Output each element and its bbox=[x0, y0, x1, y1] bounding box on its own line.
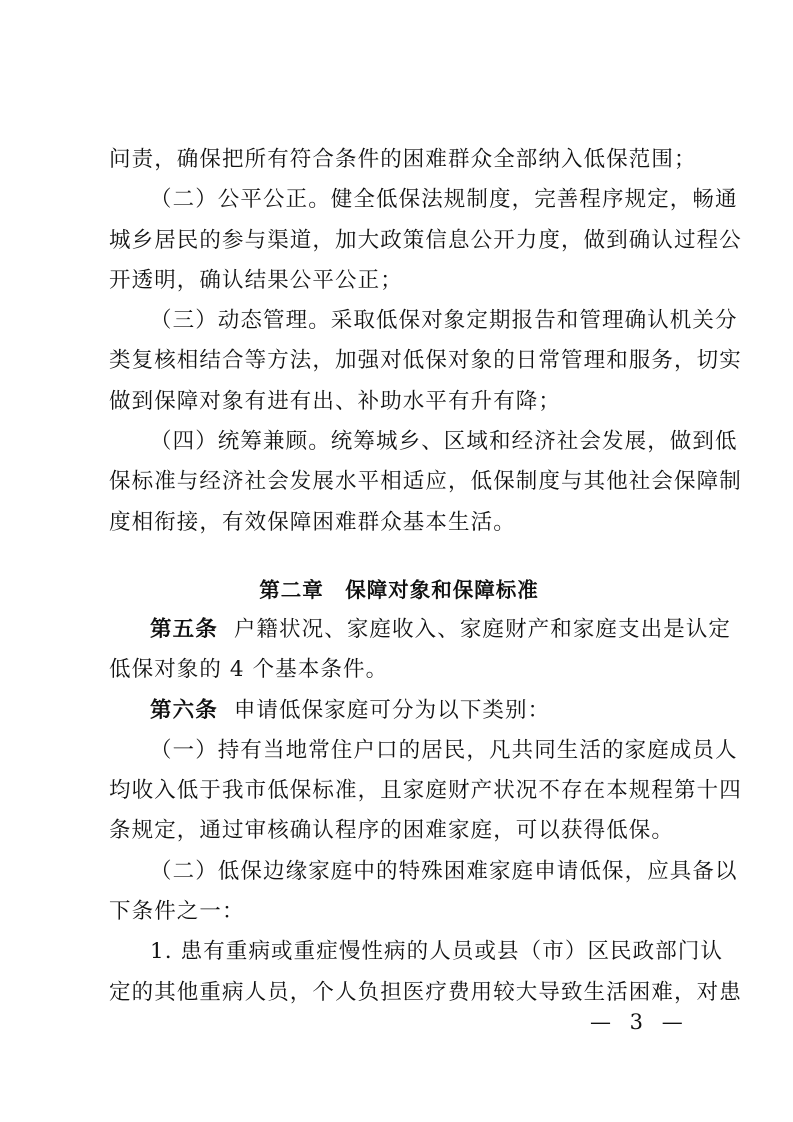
text-line: 下条件之一： bbox=[109, 899, 245, 925]
text-line: 均收入低于我市低保标准，且家庭财产状况不存在本规程第十四 bbox=[109, 778, 742, 804]
text-line: （二）公平公正。健全低保法规制度，完善程序规定，畅通 bbox=[150, 187, 738, 213]
paragraph-principle-1-end bbox=[109, 140, 697, 180]
paragraph-dynamic-management bbox=[109, 301, 742, 422]
text-line: 定的其他重病人员，个人负担医疗费用较大导致生活困难，对患 bbox=[109, 979, 742, 1005]
page-number: — 3 — bbox=[590, 1010, 689, 1034]
text-line: 开透明，确认结果公平公正； bbox=[109, 267, 403, 293]
text-line bbox=[109, 691, 689, 731]
article-6-text: 申请低保家庭可分为以下类别： bbox=[233, 697, 551, 723]
text-line: （一）持有当地常住户口的居民，凡共同生活的家庭成员人 bbox=[150, 737, 738, 763]
text-line: （三）动态管理。采取低保对象定期报告和管理确认机关分 bbox=[150, 308, 738, 334]
text-line: （二）低保边缘家庭中的特殊困难家庭申请低保，应具备以 bbox=[150, 858, 738, 884]
category-2 bbox=[109, 852, 738, 933]
chapter-two-body bbox=[109, 610, 742, 1013]
text-line: 条规定，通过审核确认程序的困难家庭，可以获得低保。 bbox=[109, 818, 675, 844]
text-line: 类复核相结合等方法，加强对低保对象的日常管理和服务，切实 bbox=[109, 348, 742, 374]
category-1 bbox=[109, 731, 742, 852]
article-5 bbox=[109, 610, 732, 691]
article-5-text: 户籍状况、家庭收入、家庭财产和家庭支出是认定 bbox=[233, 617, 732, 642]
text-line bbox=[109, 610, 732, 650]
text-line: 低保对象的 4 个基本条件。 bbox=[109, 657, 389, 683]
article-6-label: 第六条 bbox=[150, 697, 218, 723]
text-line: 做到保障对象有进有出、补助水平有升有降； bbox=[109, 388, 562, 414]
text-line: （四）统筹兼顾。统筹城乡、区域和经济社会发展，做到低 bbox=[150, 429, 738, 455]
text-line: 保标准与经济社会发展水平相适应，低保制度与其他社会保障制 bbox=[109, 469, 742, 495]
article-5-label: 第五条 bbox=[150, 617, 218, 642]
article-6 bbox=[109, 691, 689, 731]
text-line: 1. 患有重病或重症慢性病的人员或县（市）区民政部门认 bbox=[150, 939, 724, 965]
text-line: 问责，确保把所有符合条件的困难群众全部纳入低保范围； bbox=[109, 147, 697, 172]
condition-1 bbox=[109, 932, 742, 1013]
text-line: 度相衔接，有效保障困难群众基本生活。 bbox=[109, 509, 516, 535]
paragraph-overall-planning bbox=[109, 422, 742, 543]
chapter-heading: 第二章 保障对象和保障标准 bbox=[259, 578, 539, 602]
body-text bbox=[109, 140, 742, 1005]
text-line: 城乡居民的参与渠道，加大政策信息公开力度，做到确认过程公 bbox=[109, 227, 742, 253]
paragraph-fairness bbox=[109, 180, 742, 301]
